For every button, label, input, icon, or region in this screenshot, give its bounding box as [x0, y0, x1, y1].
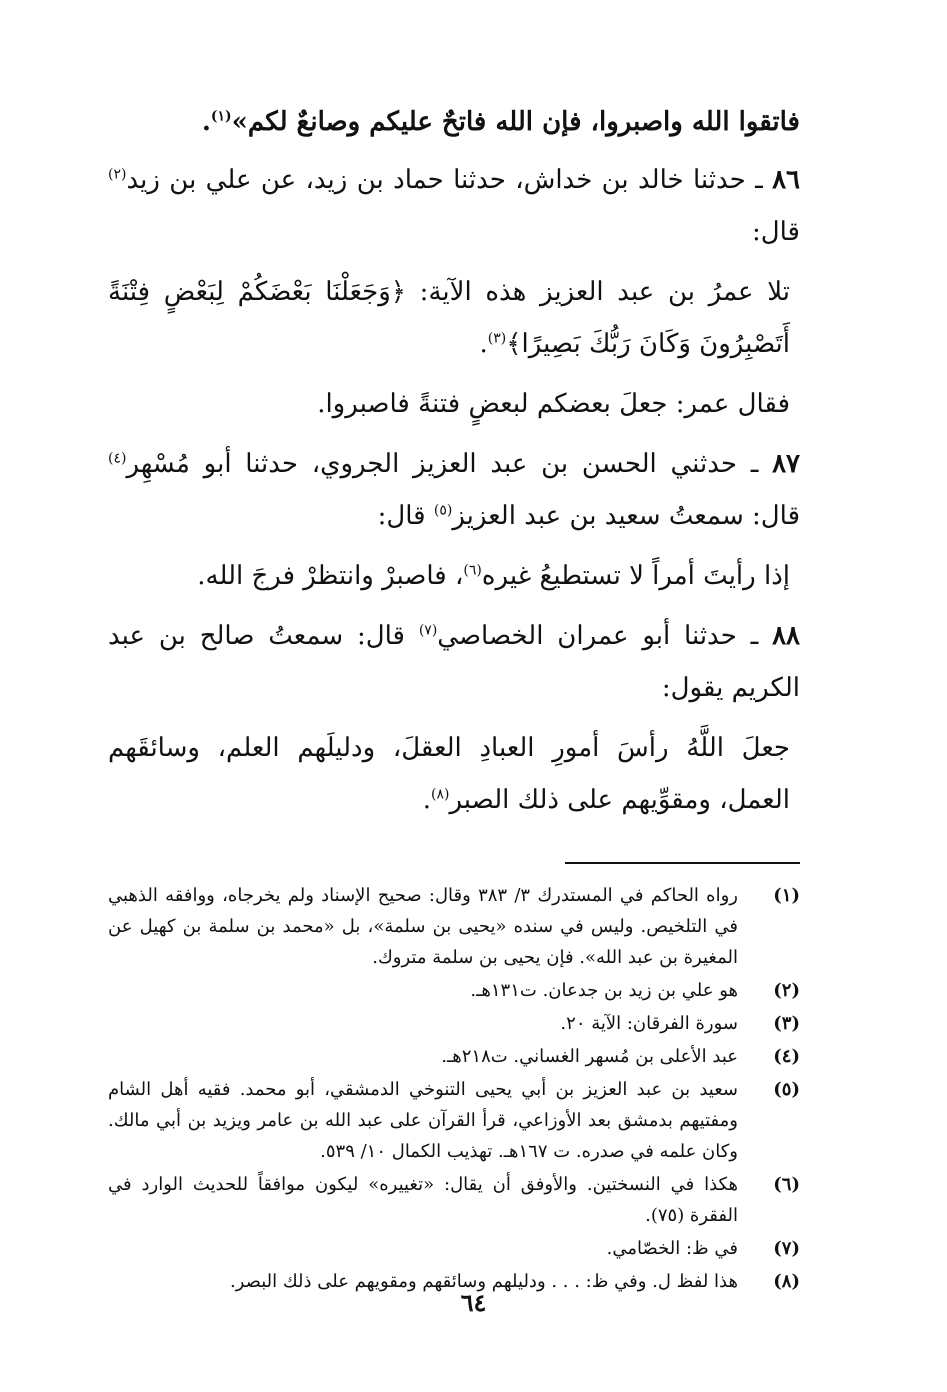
paragraph-text: فاتقوا الله واصبروا، فإن الله فاتحٌ عليكم وصانعٌ لكم» — [231, 107, 800, 137]
item-number: ٨٨ — [772, 621, 801, 651]
footnote-1 — [108, 880, 800, 973]
footnote-number: (٨) — [773, 1271, 800, 1292]
footnote-text: هكذا في النسختين. والأوفق أن يقال: «تغييره» ليكون موافقاً للحديث الوارد في الفقرة (٧٥). — [108, 1174, 738, 1226]
footnote-text: في ظ: الخصّامي. — [606, 1238, 738, 1259]
footnote-number: (٧) — [773, 1238, 800, 1259]
paragraph-text: فقال عمر: جعلَ بعضكم لبعضٍ فتنةً فاصبروا. — [317, 389, 790, 419]
paragraph-tail: قال: — [751, 217, 800, 247]
footnote-7 — [108, 1233, 800, 1264]
footnote-separator-wrap — [108, 834, 800, 880]
paragraph-text: تلا عمرُ بن عبد العزيز هذه الآية: ﴿وَجَعَلْنَا بَعْضَكُمْ لِبَعْضٍ فِتْنَةً أَتَصْبِرُونَ وَكَانَ رَبُّكَ بَصِيرًا﴾ — [108, 277, 790, 359]
footnote-3 — [108, 1008, 800, 1039]
footnote-6 — [108, 1169, 800, 1231]
paragraph-quote-verse — [108, 266, 800, 370]
footnotes — [108, 880, 800, 1297]
page-body — [108, 96, 800, 1299]
paragraph-tail: . — [201, 107, 211, 137]
footnote-ref[interactable]: (٢) — [108, 166, 127, 183]
footnote-text: سعيد بن عبد العزيز بن أبي يحيى التنوخي الدمشقي، أبو محمد. فقيه أهل الشام ومفتيهم بدمشق بعد الأوزاعي، قرأ القرآن على عبد الله بن عامر ويزيد بن أبي مالك. وكان علمه في صدره. ت ١٦٧هـ. تهذيب الكمال ١٠/ ٥٣٩. — [108, 1079, 738, 1162]
footnote-ref[interactable]: (١) — [210, 108, 232, 125]
paragraph-quote-patience — [108, 550, 800, 602]
paragraph-text: إذا رأيتَ أمراً لا تستطيعُ غيره — [481, 561, 790, 591]
footnote-ref[interactable]: (٦) — [463, 562, 482, 579]
paragraph-tail: . — [479, 329, 488, 359]
footnote-ref[interactable]: (٥) — [433, 502, 453, 519]
paragraph-text: جعلَ اللَّهُ رأسَ أمورِ العبادِ العقلَ، ودليلَهم العلم، وسائقَهم العمل، ومقوِّيهم على ذلك الصبر — [108, 733, 790, 815]
footnote-text: هذا لفظ ل. وفي ظ: . . . ودليلهم وسائقهم ومقويهم على ذلك البصر. — [229, 1271, 738, 1292]
footnote-text: هو علي بن زيد بن جدعان. ت١٣١هـ. — [470, 980, 738, 1001]
footnote-separator — [565, 862, 800, 864]
footnote-text: رواه الحاكم في المستدرك ٣/ ٣٨٣ وقال: صحيح الإسناد ولم يخرجاه، ووافقه الذهبي في التلخيص. وليس في سنده «يحيى بن سلمة»، بل «محمد بن سلمة بن كهيل عن المغيرة بن عبد الله». فإن يحيى بن سلمة متروك. — [108, 885, 738, 968]
item-number: ٨٧ — [772, 449, 800, 479]
paragraph-tail: قال: سمعتُ صالح بن عبد الكريم يقول: — [108, 621, 800, 703]
paragraph-tail: ، فاصبرْ وانتظرْ فرجَ الله. — [197, 561, 464, 591]
footnote-number: (١) — [773, 885, 800, 906]
paragraph-1 — [108, 96, 800, 148]
footnote-ref[interactable]: (٧) — [418, 622, 438, 639]
footnote-2 — [108, 975, 800, 1006]
paragraph-umar — [108, 378, 800, 430]
footnote-ref[interactable]: (٤) — [108, 450, 127, 467]
paragraph-text: ـ حدثني الحسن بن عبد العزيز الجروي، حدثنا أبو مُسْهِر — [126, 449, 773, 479]
footnote-number: (٤) — [773, 1046, 800, 1067]
paragraph-86 — [108, 154, 800, 258]
footnote-4 — [108, 1041, 800, 1072]
item-number: ٨٦ — [772, 165, 800, 195]
paragraph-88 — [108, 610, 800, 714]
paragraph-tail: قال: سمعتُ سعيد بن عبد العزيز — [452, 501, 800, 531]
paragraph-87 — [108, 438, 800, 542]
footnote-5 — [108, 1074, 800, 1167]
footnote-text: عبد الأعلى بن مُسهر الغساني. ت٢١٨هـ. — [441, 1046, 738, 1067]
footnote-number: (٢) — [773, 980, 800, 1001]
paragraph-tail: قال: — [377, 501, 434, 531]
paragraph-tail: . — [422, 785, 431, 815]
paragraph-quote-reason — [108, 722, 800, 826]
paragraph-text: ـ حدثنا أبو عمران الخصاصي — [437, 621, 773, 651]
footnote-text: سورة الفرقان: الآية ٢٠. — [560, 1013, 738, 1034]
footnote-ref[interactable]: (٨) — [430, 786, 450, 803]
page-number: ٦٤ — [460, 1288, 487, 1317]
footnote-number: (٥) — [773, 1079, 800, 1100]
footnote-ref[interactable]: (٣) — [487, 330, 507, 347]
footnote-number: (٣) — [773, 1013, 800, 1034]
paragraph-text: ـ حدثنا خالد بن خداش، حدثنا حماد بن زيد، عن علي بن زيد — [126, 165, 773, 195]
footnote-number: (٦) — [773, 1174, 800, 1195]
